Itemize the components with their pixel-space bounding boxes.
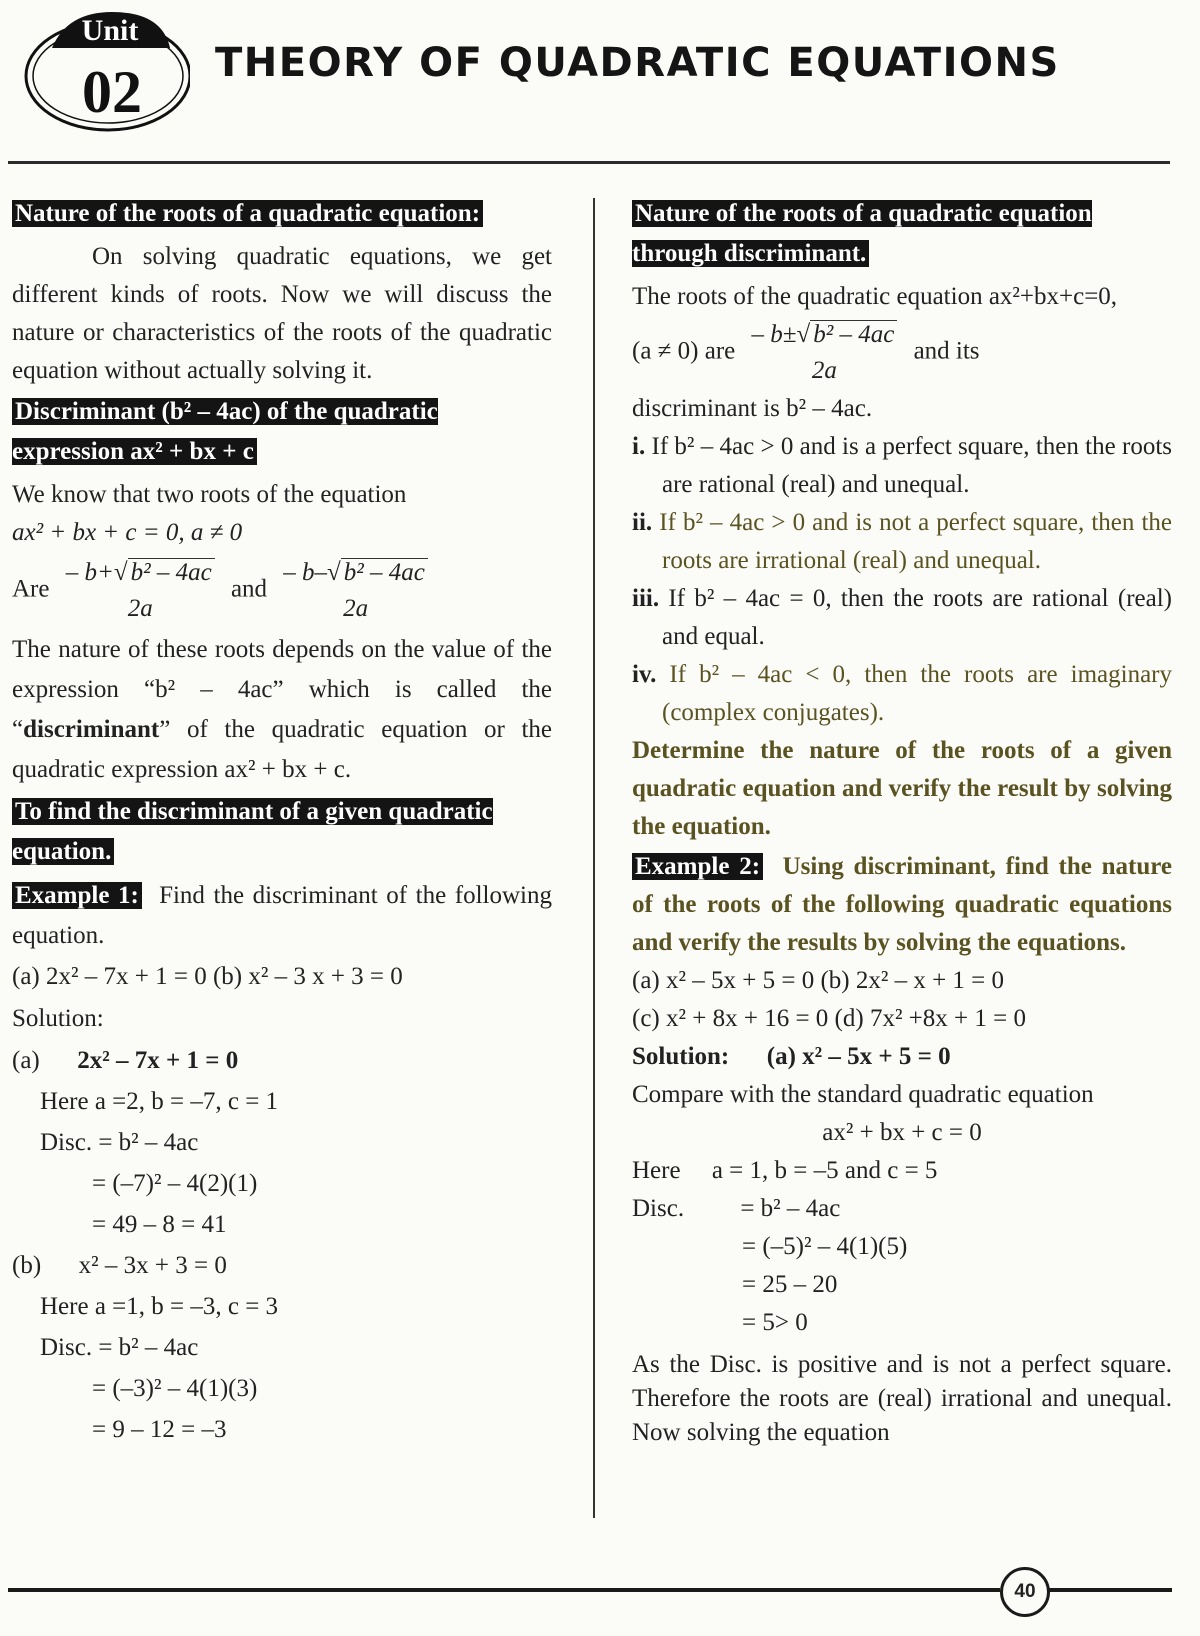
- solution-line: [632, 1038, 1172, 1076]
- disc-label: Disc.: [632, 1195, 685, 1222]
- root-minus-fraction: – b–√ b² – 4ac 2a: [279, 558, 432, 624]
- root-radicand-2: b² – 4ac: [341, 558, 428, 586]
- standard-equation: ax² + bx + c = 0: [822, 1119, 982, 1146]
- root-plus-numerator: – b+: [65, 559, 114, 586]
- here-vals: a = 1, b = –5 and c = 5: [711, 1157, 938, 1184]
- unit-number: 02: [82, 59, 142, 125]
- part-b-here: Here a =1, b = –3, c = 3: [40, 1293, 279, 1320]
- example2-eqs-ab: (a) x² – 5x + 5 = 0 (b) 2x² – x + 1 = 0: [632, 967, 1005, 994]
- case-iii: iii. If b² – 4ac = 0, then the roots are rational (real) and equal.: [632, 585, 1173, 650]
- case-ii: ii. If b² – 4ac > 0 and is not a perfect square, then the roots are irrational (real) and unequal.: [632, 509, 1173, 574]
- part-a-eq: 2x² – 7x + 1 = 0: [77, 1047, 239, 1074]
- heading-nature-through-discriminant: Nature of the roots of a quadratic equation through discriminant.: [632, 200, 1092, 267]
- heading-nature-of-roots: Nature of the roots of a quadratic equation:: [12, 200, 483, 227]
- part-a-disc: Disc. = b² – 4ac: [40, 1129, 199, 1156]
- root-minus-numerator: – b–: [283, 559, 328, 586]
- left-column: [12, 192, 552, 1450]
- right-column: [632, 192, 1172, 1450]
- disc-step3: = 25 – 20: [742, 1271, 838, 1298]
- nature-paragraph: [12, 630, 552, 790]
- unit-badge: [12, 8, 190, 136]
- discriminant-is: discriminant is b² – 4ac.: [632, 395, 873, 422]
- example2-label: Example 2:: [632, 853, 763, 880]
- solution-label: Solution:: [632, 1043, 730, 1070]
- case-iv: iv. If b² – 4ac < 0, then the roots are imaginary (complex conjugates).: [632, 661, 1172, 726]
- part-a-step1: = (–7)² – 4(2)(1): [92, 1170, 258, 1197]
- solution-part-a: (a) x² – 5x + 5 = 0: [766, 1043, 951, 1070]
- conclusion-paragraph: As the Disc. is positive and is not a perfect square. Therefore the roots are (real) irrational and unequal. Now solving the equation: [632, 1351, 1172, 1446]
- general-root-fraction: – b±√ b² – 4ac 2a: [748, 320, 902, 386]
- and-label: and: [230, 575, 268, 603]
- general-root-numerator: – b±: [751, 321, 797, 348]
- roots-formula: [12, 558, 552, 624]
- root-denominator-2: 2a: [343, 595, 369, 622]
- header-rule: [8, 161, 1170, 164]
- disc-step4: = 5> 0: [742, 1309, 808, 1336]
- example2-intro: [632, 848, 1172, 962]
- and-its-label: and its: [913, 337, 980, 365]
- footer-rule-left: [8, 1588, 1000, 1592]
- a-not-zero: (a ≠ 0) are: [632, 337, 736, 365]
- footer-rule-right: [1048, 1588, 1172, 1592]
- example1-equations: (a) 2x² – 7x + 1 = 0 (b) x² – 3 x + 3 = 0: [12, 963, 403, 990]
- intro-paragraph: On solving quadratic equations, we get different kinds of roots. Now we will discuss the nature or characteristics of the roots of the quadratic equation without actually solving it.: [12, 243, 552, 384]
- part-a-step2: = 49 – 8 = 41: [92, 1211, 227, 1238]
- column-divider: [593, 198, 595, 1518]
- nature-text-1: The nature of these roots depends on the value of the expression “b² – 4ac” which is called the “: [12, 636, 552, 743]
- root-plus-fraction: – b+√ b² – 4ac 2a: [62, 558, 219, 624]
- part-a-equation: [12, 1040, 552, 1081]
- example2-eqs-cd: (c) x² + 8x + 16 = 0 (d) 7x² +8x + 1 = 0: [632, 1005, 1026, 1032]
- example1-text: Find the discriminant of the following equation.: [12, 882, 553, 949]
- heading-discriminant: Discriminant (b² – 4ac) of the quadratic expression ax² + bx + c: [12, 398, 438, 465]
- example1-intro: [12, 876, 552, 956]
- part-b-equation: [12, 1245, 552, 1286]
- heading-find-discriminant: To find the discriminant of a given quadratic equation.: [12, 798, 493, 865]
- example2-text: Using discriminant, find the nature of the roots of the following quadratic equations and verify the results by solving the equations.: [632, 853, 1173, 956]
- disc-d1: = b² – 4ac: [740, 1195, 841, 1222]
- case-i: i. If b² – 4ac > 0 and is a perfect square, then the roots are rational (real) and unequal.: [632, 433, 1172, 498]
- we-know-text: We know that two roots of the equation: [12, 481, 407, 508]
- part-a-here: Here a =2, b = –7, c = 1: [40, 1088, 279, 1115]
- determine-heading: Determine the nature of the roots of a given quadratic equation and verify the result by solving the equation.: [632, 737, 1172, 840]
- nature-cases-list: [632, 428, 1172, 732]
- page-title: THEORY OF QUADRATIC EQUATIONS: [215, 40, 1060, 86]
- part-b-label: (b): [12, 1252, 42, 1279]
- solution-heading: Solution:: [12, 1005, 104, 1032]
- are-label: Are: [12, 575, 50, 603]
- disc-step1: [632, 1190, 1172, 1228]
- roots-text: The roots of the quadratic equation ax²+bx+c=0,: [632, 283, 1118, 310]
- general-root-radicand: b² – 4ac: [810, 320, 897, 348]
- general-root-denominator: 2a: [811, 357, 837, 384]
- compare-text: Compare with the standard quadratic equation: [632, 1081, 1094, 1108]
- roots-formula-right: [632, 320, 1172, 386]
- part-a-label: (a): [12, 1047, 40, 1074]
- part-b-step1: = (–3)² – 4(1)(3): [92, 1375, 258, 1402]
- here-values: [632, 1152, 1172, 1190]
- disc-step2: = (–5)² – 4(1)(5): [742, 1233, 908, 1260]
- general-equation: ax² + bx + c = 0, a ≠ 0: [12, 519, 243, 546]
- part-b-eq: x² – 3x + 3 = 0: [78, 1252, 227, 1279]
- page-number: 40: [1000, 1567, 1050, 1617]
- root-radicand: b² – 4ac: [128, 558, 215, 586]
- here-label: Here: [632, 1157, 681, 1184]
- part-b-disc: Disc. = b² – 4ac: [40, 1334, 199, 1361]
- nature-text-2: ” of the quadratic equation or the quadratic expression ax² + bx + c.: [12, 716, 552, 783]
- unit-label: Unit: [81, 14, 139, 47]
- root-denominator: 2a: [127, 595, 153, 622]
- example1-label: Example 1:: [12, 882, 142, 909]
- part-b-step2: = 9 – 12 = –3: [92, 1416, 227, 1443]
- discriminant-term: discriminant: [23, 716, 160, 743]
